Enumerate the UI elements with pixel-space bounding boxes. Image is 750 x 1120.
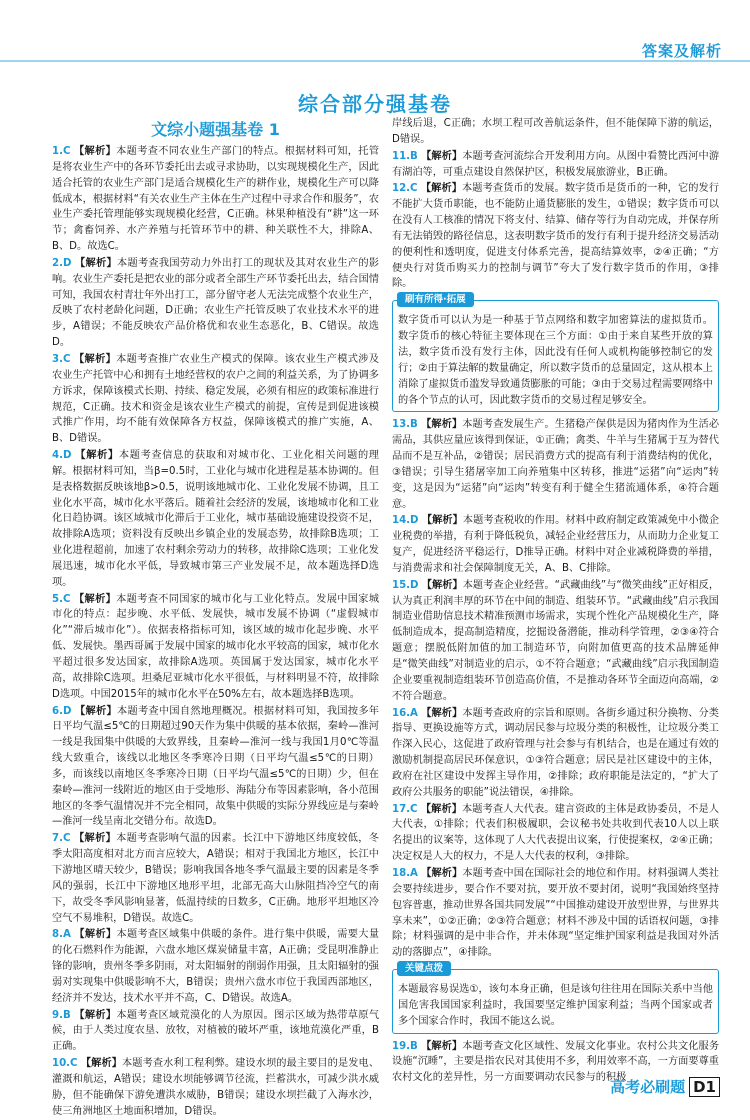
answer-number: 7.C: [52, 833, 71, 845]
page-title: 综合部分强基卷: [298, 92, 452, 116]
answer-item: [392, 802, 719, 865]
answer-number: 19.B: [392, 1040, 418, 1052]
analysis-tag: 【解析】: [421, 515, 463, 527]
analysis-tag: 【解析】: [421, 707, 463, 719]
answer-number: 11.B: [392, 150, 418, 162]
answer-text: 本题考查发展生产。生猪稳产保供是因为猪肉作为生活必需品，其供应量应该得到保证，①正确；禽类、牛羊与生猪属于互为替代品而不是互补品，②错误；居民消费方式的提高有利于消费结构的优化，③错误；引导生猪屠宰加工向养殖集中区转移，推进“运猪”向“运肉”转变，这是因为“运猪”向“运肉”转变有利于健全生猪流通体系，④符合题意。: [392, 419, 720, 510]
answer-text: 本题考查税收的作用。材料中政府制定政策减免中小微企业税费的举措，有利于降低税负，减轻企业经营压力，从而助力企业复工复产，促进经济平稳运行，D推导正确。材料中对企业减税降费的举措，与消费需求和社会保障制度无关，A、B、C排除。: [392, 515, 720, 574]
answer-item: [392, 417, 719, 512]
continued-answer: 岸线后退，C正确；水坝工程可改善航运条件，但不能保障下游的航运，D错误。: [392, 118, 719, 145]
tip-tag: 关键点拨: [397, 961, 451, 976]
answer-number: 10.C: [52, 1058, 78, 1070]
answer-number: 5.C: [52, 593, 71, 605]
answer-number: 16.A: [392, 707, 418, 719]
analysis-tag: 【解析】: [421, 579, 463, 591]
analysis-tag: 【解析】: [74, 833, 117, 845]
answer-number: 6.D: [52, 705, 72, 717]
answer-item: [52, 1056, 379, 1119]
answer-item: [52, 1008, 379, 1056]
analysis-tag: 【解析】: [421, 419, 463, 431]
analysis-tag: 【解析】: [421, 1040, 463, 1052]
page-number: D1: [689, 1077, 720, 1097]
answer-item: [52, 256, 379, 351]
answer-text: 本题考查人大代表。建言资政的主体是政协委员，不是人大代表，①排除；代表们积极履职，会议秘书处共收到代表10人以上联名提出的议案等，这体现了人大代表提出议案，行使提案权，②④正确；决定权是人大的权力，不是人大代表的权利，③排除。: [392, 803, 720, 863]
answer-text: 本题考查文化区域性、发展文化事业。农村公共文化服务设施“沉睡”，主要是指农民对其使用不多，利用效率不高，一方面要尊重农村文化的差异性，另一方面要调动农民参与的积极: [392, 1040, 720, 1084]
answer-number: 8.A: [52, 929, 71, 941]
analysis-tag: 【解析】: [421, 867, 463, 879]
extension-text: 数字货币可以认为是一种基于节点网络和数字加密算法的虚拟货币。数字货币的核心特征主要体现在三个方面：①由于来自某些开放的算法，数字货币没有发行主体，因此没有任何人或机构能够控制它的发行；②由于算法解的数量确定，所以数字货币的总量固定，这从根本上消除了虚拟货币滥发导致通货膨胀的可能；③由于交易过程需要网络中的各个节点的认可，因此数字货币的交易过程足够安全。: [398, 315, 713, 406]
answer-text: 本题考查中国在国际社会的地位和作用。材料强调人类社会要持续进步，要合作不要对抗，要开放不要封闭，说明“我国始终坚持包容普惠，推动世界各国共同发展”“中国推动建设开放型世界，与世界共享未来”，①②正确；②③符合题意；材料不涉及中国的话语权问题，③排除；材料强调的是中非合作，并未体现“坚定维护国家利益是我国对外活动的落脚点”，④排除。: [392, 867, 719, 959]
answer-item: [52, 704, 379, 831]
analysis-tag: 【解析】: [74, 929, 117, 941]
tip-box: [392, 963, 719, 1034]
footer-label: 高考必刷题: [610, 1078, 686, 1096]
answer-number: 12.C: [392, 183, 418, 195]
answer-item: [392, 578, 719, 705]
analysis-tag: 【解析】: [74, 353, 117, 365]
answer-text: 本题考查河流综合开发利用方向。从图中看赞比西河中游有湖泊等，可重点建设自然保护区，积极发展旅游业，B正确。: [392, 150, 720, 178]
analysis-tag: 【解析】: [74, 257, 117, 269]
answer-item: [52, 448, 379, 591]
left-column: [52, 118, 379, 1120]
extension-tag: 刷有所得·拓展: [397, 292, 474, 307]
header-label: 答案及解析: [641, 42, 722, 60]
answer-text: 本题考查推广农业生产模式的保障。该农业生产模式涉及农业生产托管中心和拥有土地经营权的农户之间的利益关系，为了协调多方诉求，保障该模式长期、持续、稳定发展，必须有相应的政策标准进行规范，C正确。技术和资金是该农业生产模式的前提，宣传是到促进该模式推广作用，均不能有效保障各方权益，保障该模式的推广实施，A、B、D错误。: [52, 353, 380, 445]
answer-item: [392, 706, 719, 801]
analysis-tag: 【解析】: [74, 146, 117, 157]
header-divider: [0, 60, 750, 62]
question-list-right-a: [392, 149, 719, 293]
answer-text: 本题考查企业经营。“武藏曲线”与“微笑曲线”正好相反，认为真正利润丰厚的环节在中间的制造、组装环节。“武藏曲线”启示我国制造业借助信息技术精准预测市场需求，实现个性化产品规模化生产，降低制造成本，提高制造精度，挖掘设备潜能，推动科学管理，②③④符合题意；摆脱低附加值的加工制造环节，向附加值更高的技术品牌延伸是“微笑曲线”对制造业的启示，①不符合题意；“武藏曲线”启示我国制造企业要重视制造组装环节创造高价值，不是推动各环节全面迈向高端，②不符合题意。: [392, 579, 719, 702]
analysis-tag: 【解析】: [421, 150, 463, 162]
answer-number: 3.C: [52, 353, 71, 365]
tip-text: 本题最容易误选①，该句本身正确，但是该句往往用在国际关系中当他国危害我国国家利益时，我国要坚定维护国家利益；当两个国家或者多个国家合作时，我国不能这么说。: [398, 984, 713, 1027]
answer-number: 2.D: [52, 257, 72, 269]
answer-text: 本题考查我国劳动力外出打工的现状及其对农业生产的影响。农业生产委托是把农业的部分或者全部生产环节委托出去，结合国情可知，我国农村青壮年外出打工，部分留守老人无法完成整个农业生产，反映了农村老龄化问题，D正确；农业生产托管反映了农业技术水平的进步，A错误；不能反映农产品价格优和农业生态恶化，B、C错误。故选D。: [52, 257, 379, 349]
analysis-tag: 【解析】: [74, 1009, 117, 1021]
answer-number: 14.D: [392, 515, 419, 527]
answer-text: 本题考查政府的宗旨和原则。各街乡通过积分换物、分类指导、更换设施等方式，调动居民参与垃圾分类的积极性，让垃圾分类工作深入民心，这促进了政府管理与社会参与有机结合，也是在通过有效的激励机制提高居民环保意识，①③符合题意；居民是社区建设中的主体，政府在社区建设中发挥主导作用，②排除；政府职能是法定的，“扩大了政府公共服务的职能”说法错误，④排除。: [392, 707, 719, 798]
answer-item: [392, 513, 719, 576]
answer-item: [52, 144, 379, 255]
answer-text: 本题考查不同农业生产部门的特点。根据材料可知，托管是将农业生产中的各环节委托出去或寻求协助，以实现规模化生产，因此适合托管的农业生产部门是适合规模化生产的耕作业，规模化生产可以降低成本，根据材料“有关农业生产主体在生产过程中寻求合作和服务”，农业生产委托管理能够实现规模化经营，C正确。林果种植没有“耕”这一环节；禽畜饲养、水产养殖与托管环节中的耕、种关联性不大，排除A、B、D。故选C。: [52, 146, 380, 253]
answer-text: 本题考查信息的获取和对城市化、工业化相关问题的理解。根据材料可知，当β=0.5时，工业化与城市化进程是基本协调的。但是表格数据反映该地β>0.5，说明该地城市化、工业化发展不协调，且工业化水平高，城市化水平落后。随着社会经济的发展，该地城市化和工业化日趋协调。该区域城市化滞后于工业化，城市基础设施建设投资不足，故排除A选项；资料没有反映出乡镇企业的发展态势，故排除B选项；工业化进程超前，加速了农村剩余劳动力的转移，故排除C选项；工业化发展迅速，城市化水平低，导致城市第三产业发展不足，故本题选择D选项。: [52, 450, 379, 588]
extension-box: [392, 294, 719, 412]
answer-number: 17.C: [392, 803, 418, 815]
answer-item: [52, 927, 379, 1006]
answer-text: 本题考查货币的发展。数字货币是货币的一种，它的发行不能扩大货币职能，也不能防止通货膨胀的发生，①错误；数字货币可以在没有人工核准的情况下将支付、结算、储存等行为自动完成，并保存所有无法销毁的路径信息，这表明数字货币的发行有利于提升经济交易活动的便利性和透明度，促进支付体系完善，提高结算效率，②④正确；“方便央行对货币购买力的控制与调节”夸大了发行数字货币的作用，③排除。: [392, 183, 720, 290]
answer-number: 9.B: [52, 1009, 71, 1021]
answer-text: 本题考查水利工程利弊。建设水坝的最主要目的是发电、灌溉和航运，A错误；建设水坝能够调节径流，拦蓄洪水，可减少洪水威胁，但不能确保下游免遭洪水威胁，B错误；建设水坝拦截了入海水沙，使三角洲地区土地面积增加，D错误。: [52, 1058, 380, 1117]
answer-number: 18.A: [392, 867, 418, 879]
answer-item: [52, 831, 379, 926]
answer-text: 本题考查中国自然地理概况。根据材料可知，我国按多年日平均气温≤5℃的日期超过90天作为集中供暖的基本依据，秦岭—淮河一线是我国集中供暖的大致界线，且秦岭—淮河一线与我国1月0℃等温线大致重合，该线以北地区冬季寒冷日期（日平均气温≤5℃的日期）多，而该线以南地区冬季寒冷日期（日平均气温≤5℃的日期）少，但在秦岭—淮河一线附近的地区由于受地形、海陆分布等因素影响，各小范围地区的冬季气温情况并不完全相同，故集中供暖的实际分界线应是与秦岭—淮河一线呈南北交错分布。故选D。: [52, 705, 379, 828]
answer-number: 15.D: [392, 579, 419, 591]
analysis-tag: 【解析】: [75, 450, 119, 462]
answer-text: 本题考查不同国家的城市化与工业化特点。发展中国家城市化的特点：起步晚、水平低、发展快，城市发展不协调（“虚假城市化”“滞后城市化”）。依据表格指标可知，该区域的城市化起步晚、水平低、发展快。墨西哥属于发展中国家的城市化水平较高的国家，城市化水平超过很多发达国家，故排除A选项。英国属于发达国家，城市化水平高，故排除C选项。坦桑尼亚城市化水平很低，与材料明显不符，故排除D选项。中国2015年的城市化水平在50%左右，故本题选择B选项。: [52, 593, 380, 700]
question-list-right-b: [392, 417, 719, 961]
question-list-left: [52, 144, 379, 1119]
answer-number: 1.C: [52, 146, 71, 157]
right-column: [392, 116, 719, 1087]
analysis-tag: 【解析】: [74, 705, 117, 717]
analysis-tag: 【解析】: [74, 593, 117, 605]
page-footer: [610, 1076, 720, 1097]
answer-text: 本题考查区域荒漠化的人为原因。图示区域为热带草原气候，由于人类过度农垦、放牧，对植被的破坏严重，该地荒漠化严重，B正确。: [52, 1009, 380, 1053]
analysis-tag: 【解析】: [420, 803, 463, 815]
answer-text: 本题考查影响气温的因素。长江中下游地区纬度较低，冬季太阳高度相对北方而言应较大，A错误；相对于我国北方地区，长江中下游地区晴天较少，B错误；影响我国各地冬季气温最主要的因素是冬季风的强弱，长江中下游地区地形平坦，北部无高大山脉阻挡冷空气的南下，故受冬季风影响显著，低温持续的日数多，C正确。地形平坦地区冷空气不易堆积，D错误。故选C。: [52, 833, 380, 924]
answer-item: [392, 866, 719, 961]
section-subtitle: 文综小题强基卷 1: [151, 120, 280, 139]
answer-number: 4.D: [52, 450, 72, 462]
analysis-tag: 【解析】: [80, 1058, 123, 1070]
answer-number: 13.B: [392, 419, 418, 431]
answer-item: [52, 352, 379, 447]
answer-item: [392, 149, 719, 181]
top-header: [0, 0, 750, 62]
answer-text: 本题考查区域集中供暖的条件。进行集中供暖，需要大量的化石燃料作为能源，六盘水地区煤炭储量丰富，A正确；受昆明准静止锋的影响，贵州冬季多阴雨，对太阳辐射的削弱作用强，且太阳辐射的强弱对实现集中供暖影响不大，B错误；贵州六盘水市位于我国西部地区，经济并不发达，技术水平并不高，C、D错误。故选A。: [52, 929, 380, 1004]
analysis-tag: 【解析】: [420, 183, 463, 195]
answer-item: [52, 592, 379, 703]
answer-item: [392, 181, 719, 292]
